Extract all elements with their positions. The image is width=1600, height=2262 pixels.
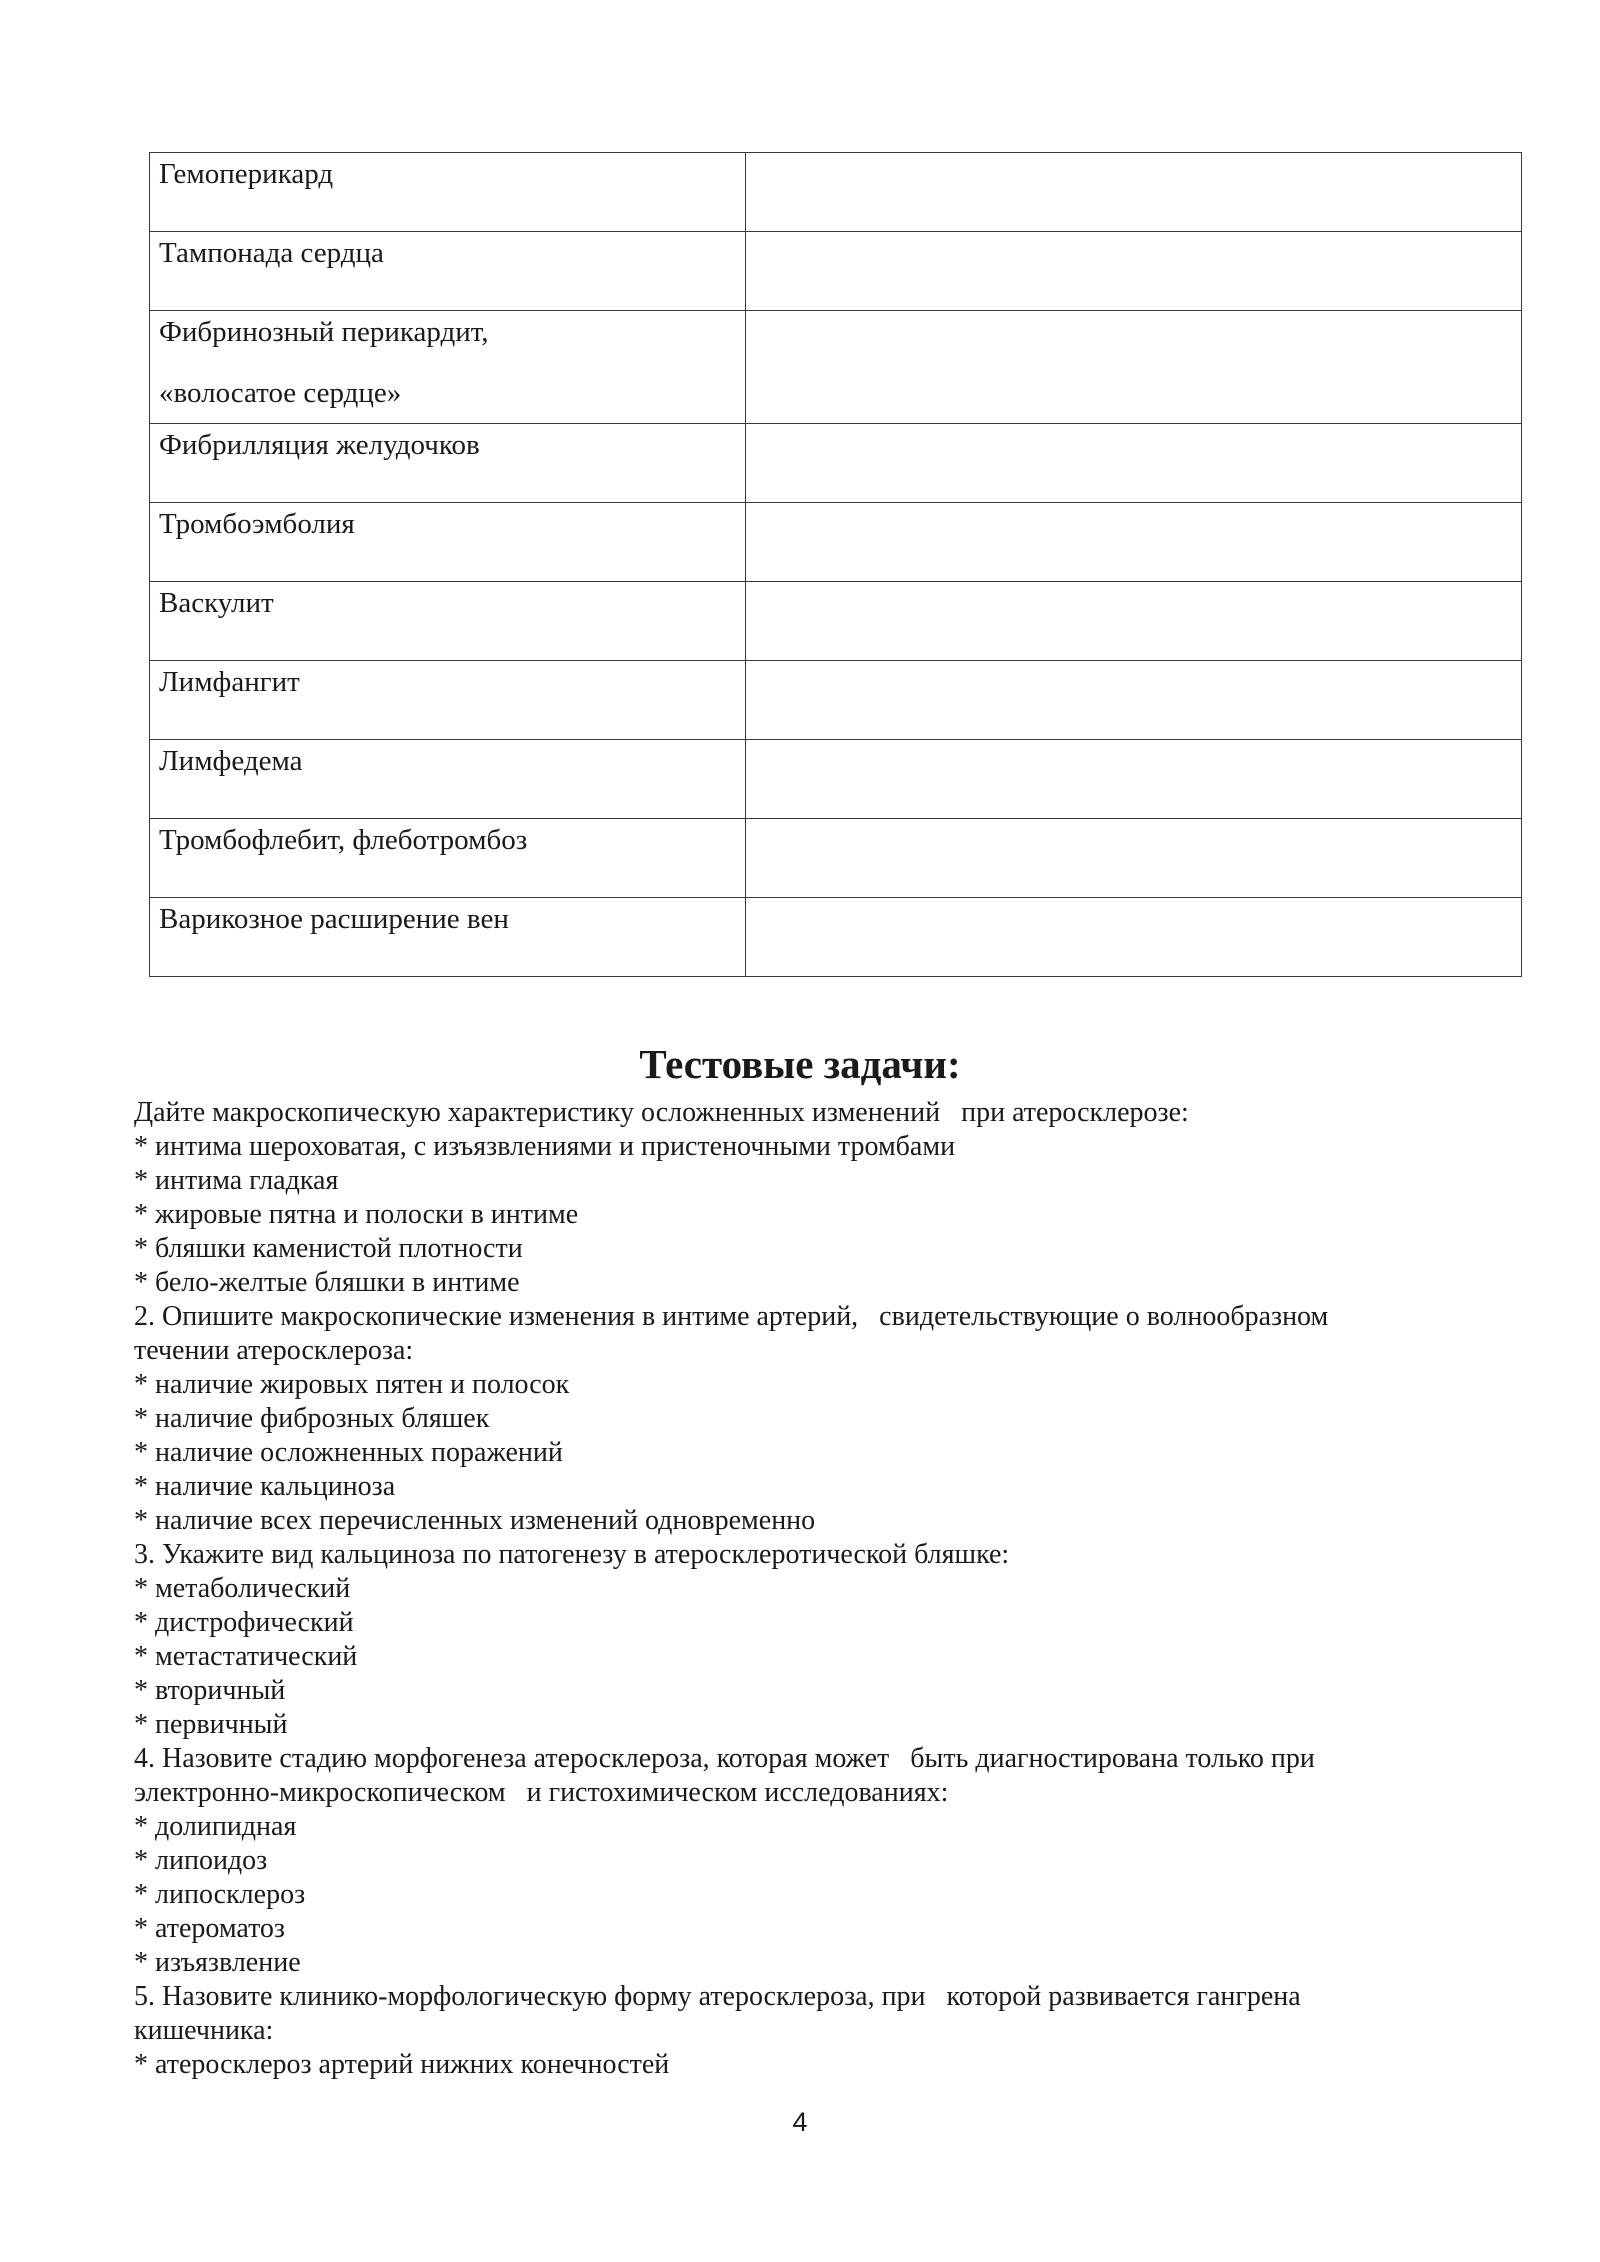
answer-option: * наличие осложненных поражений: [134, 1437, 563, 1468]
answer-option: * бляшки каменистой плотности: [134, 1233, 523, 1264]
term-label: Тромбоэмболия: [159, 508, 355, 540]
answer-cell[interactable]: [746, 819, 1522, 898]
term-cell: [150, 153, 746, 232]
answer-option: * вторичный: [134, 1675, 286, 1706]
term-cell: [150, 503, 746, 582]
answer-option: * бело-желтые бляшки в интиме: [134, 1267, 520, 1298]
question-text: 3. Укажите вид кальциноза по патогенезу в атеросклеротической бляшке:: [134, 1539, 1010, 1570]
table-row: [150, 503, 1522, 582]
term-label: Фибрилляция желудочков: [159, 429, 480, 461]
answer-option: * атеросклероз артерий нижних конечностей: [134, 2049, 670, 2080]
term-label: Гемоперикард: [159, 158, 334, 190]
table-row: [150, 424, 1522, 503]
answer-option: * интима гладкая: [134, 1165, 339, 1196]
term-cell: [150, 661, 746, 740]
term-cell: [150, 424, 746, 503]
answer-cell[interactable]: [746, 661, 1522, 740]
answer-option: * первичный: [134, 1709, 288, 1740]
term-label: Варикозное расширение вен: [159, 903, 509, 935]
section-title: Тестовые задачи:: [639, 1041, 961, 1087]
answer-option: * интима шероховатая, с изъязвлениями и пристеночными тромбами: [134, 1131, 956, 1162]
answer-option: * липоидоз: [134, 1845, 268, 1876]
terms-table-body: [150, 153, 1522, 977]
answer-cell[interactable]: [746, 740, 1522, 819]
answer-option: * жировые пятна и полоски в интиме: [134, 1199, 579, 1230]
test-questions: [134, 1096, 1464, 2082]
table-row: [150, 232, 1522, 311]
term-label: Васкулит: [159, 587, 274, 619]
answer-option: * атероматоз: [134, 1913, 285, 1944]
table-row: [150, 582, 1522, 661]
term-label: Фибринозный перикардит,: [159, 316, 489, 348]
question-text: электронно-микроскопическом и гистохимическом исследованиях:: [134, 1777, 949, 1808]
answer-cell[interactable]: [746, 582, 1522, 661]
answer-option: * наличие всех перечисленных изменений одновременно: [134, 1505, 816, 1536]
term-label: Лимфангит: [159, 666, 300, 698]
terms-table: [149, 152, 1522, 977]
question-text: кишечника:: [134, 2015, 274, 2046]
question-text: течении атеросклероза:: [134, 1335, 414, 1366]
term-cell: [150, 582, 746, 661]
table-row: [150, 898, 1522, 977]
term-cell: [150, 819, 746, 898]
term-cell: [150, 740, 746, 819]
answer-option: * изъязвление: [134, 1947, 301, 1978]
answer-option: * липосклероз: [134, 1879, 306, 1910]
term-label: Тромбофлебит, флеботромбоз: [159, 824, 528, 856]
table-row: [150, 153, 1522, 232]
answer-option: * долипидная: [134, 1811, 297, 1842]
table-row: [150, 819, 1522, 898]
page-number: 4: [792, 2107, 808, 2137]
question-text: 4. Назовите стадию морфогенеза атеросклероза, которая может быть диагностирована только при: [134, 1743, 1315, 1774]
question-text: 2. Опишите макроскопические изменения в интиме артерий, свидетельствующие о волнообразном: [134, 1301, 1329, 1332]
answer-option: * дистрофический: [134, 1607, 354, 1638]
term-label: Лимфедема: [159, 745, 303, 777]
term-cell: [150, 232, 746, 311]
term-label-line2: «волосатое сердце»: [159, 377, 402, 409]
answer-cell[interactable]: [746, 232, 1522, 311]
table-row: [150, 661, 1522, 740]
answer-option: * метастатический: [134, 1641, 358, 1672]
table-row: [150, 740, 1522, 819]
answer-cell[interactable]: [746, 898, 1522, 977]
answer-cell[interactable]: [746, 311, 1522, 424]
question-text: 5. Назовите клинико-морфологическую форму атеросклероза, при которой развивается гангрена: [134, 1981, 1301, 2012]
answer-cell[interactable]: [746, 503, 1522, 582]
answer-option: * наличие фиброзных бляшек: [134, 1403, 490, 1434]
answer-option: * метаболический: [134, 1573, 351, 1604]
term-cell: [150, 311, 746, 424]
term-label: Тампонада сердца: [159, 237, 384, 269]
answer-option: * наличие кальциноза: [134, 1471, 396, 1502]
term-cell: [150, 898, 746, 977]
answer-cell[interactable]: [746, 153, 1522, 232]
table-row: [150, 311, 1522, 424]
answer-option: * наличие жировых пятен и полосок: [134, 1369, 570, 1400]
question-text: Дайте макроскопическую характеристику осложненных изменений при атеросклерозе:: [134, 1097, 1189, 1128]
answer-cell[interactable]: [746, 424, 1522, 503]
